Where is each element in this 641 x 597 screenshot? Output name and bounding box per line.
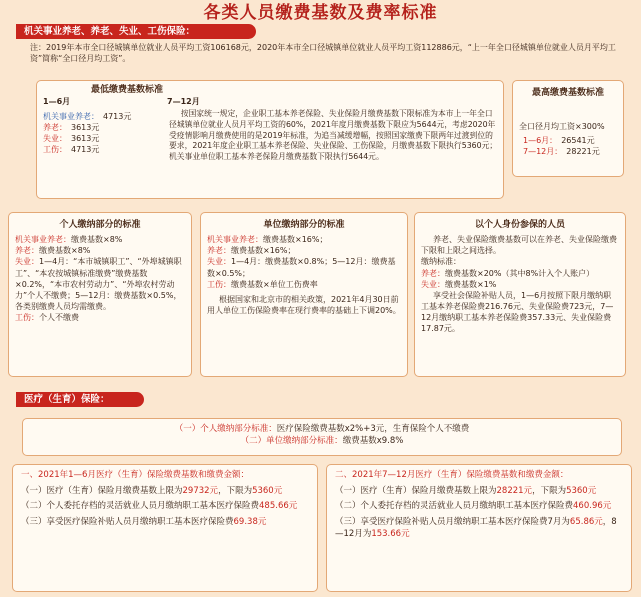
- employer-line: [207, 279, 401, 290]
- max-item: [523, 146, 600, 157]
- employer-heading: 单位缴纳部分的标准: [263, 220, 345, 230]
- employer-text: 缴费基数×16%；: [231, 246, 296, 256]
- min-h2: 7—12月: [167, 97, 200, 106]
- i3b: 65.86元: [569, 517, 603, 528]
- individual-p1: 养老、失业保险缴费基数可以在养老、失业保险缴费下限和上限之间选择。: [421, 235, 617, 256]
- i2b: 460.96元: [573, 501, 612, 512]
- min-item-label: 养老：: [43, 123, 67, 133]
- personal-label: 机关事业养老：: [15, 235, 71, 245]
- personal-label: 养老：: [15, 246, 39, 256]
- medical-right-box: [326, 464, 632, 592]
- i2b: 485.66元: [259, 501, 298, 512]
- individual-content: [415, 231, 625, 333]
- min-item: [43, 133, 153, 144]
- individual-l2: 缴费基数×20%（其中8%计入个人账户）: [445, 268, 595, 278]
- employer-label: 机关事业养老：: [207, 235, 263, 245]
- medical-std2: [23, 436, 621, 448]
- min-items: [43, 111, 153, 155]
- min-item-label: 机关事业养老：: [43, 112, 99, 121]
- employer-text: 1—4月：缴费基数×0.8%；5—12月：缴费基数×0.5%；: [207, 257, 396, 278]
- min-item-value: 3613元: [71, 123, 100, 133]
- medical-std1: [23, 424, 621, 436]
- min-item: [43, 111, 153, 122]
- medical-standards-box: [22, 418, 622, 456]
- i1c: ，下限为: [218, 485, 253, 496]
- std1-text: 医疗保险缴费基数x2%+3元，生育保险个人不缴费: [276, 424, 470, 434]
- personal-label: 工伤：: [15, 312, 39, 322]
- max-item-label: 7—12月：: [523, 147, 563, 157]
- medical-right-i2: [335, 501, 623, 513]
- std1-label: （一）个人缴纳部分标准：: [174, 424, 277, 434]
- i1a: （一）医疗（生育）保险月缴费基数上限为: [335, 485, 497, 496]
- i3a: （三）享受医疗保险补贴人员月缴纳职工基本医疗保险费: [21, 517, 234, 528]
- min-item-value: 3613元: [71, 134, 100, 144]
- std2-label: （二）单位缴纳部分标准：: [240, 435, 343, 446]
- employer-label: 失业：: [207, 257, 231, 267]
- medical-banner: 医疗（生育）保险：: [16, 392, 144, 407]
- min-base-box: [36, 80, 504, 199]
- personal-box: [8, 212, 192, 377]
- i1d: 5360元: [252, 485, 283, 496]
- i1c: ，下限为: [532, 485, 567, 496]
- medical-right-content: [327, 465, 631, 546]
- i1a: （一）医疗（生育）保险月缴费基数上限为: [21, 485, 183, 496]
- medical-right-i3: [335, 517, 623, 540]
- i1d: 5360元: [566, 485, 597, 496]
- medical-left-content: [13, 465, 317, 534]
- min-h1: 1—6月: [43, 97, 71, 106]
- i3c: ，8—12月为: [335, 517, 617, 539]
- medical-left-i2: [21, 501, 309, 513]
- employer-text-note: 根据国家和北京市的相关政策，2021年4月30日前用人单位工伤保险费率在现行费率的基础上下调20%。: [207, 294, 401, 315]
- personal-label: 失业：: [15, 257, 39, 267]
- max-item: [523, 135, 600, 146]
- pension-banner: 机关事业养老、养老、失业、工伤保险：: [16, 24, 256, 39]
- personal-line: [15, 312, 185, 323]
- individual-l3: 缴费基数×1%: [445, 279, 497, 289]
- max-item-label: 1—6月：: [523, 136, 558, 145]
- personal-text: 缴费基数×8%: [39, 246, 91, 256]
- i1b: 28221元: [496, 485, 533, 496]
- employer-line: [207, 256, 401, 278]
- employer-label: 养老：: [207, 246, 231, 256]
- employer-line: [207, 245, 401, 256]
- min-item-value: 4713元: [103, 112, 132, 121]
- individual-heading: 以个人身份参保的人员: [474, 220, 565, 230]
- page-title: 各类人员缴费基数及费率标准: [203, 3, 438, 23]
- personal-heading: 个人缴纳部分的标准: [59, 220, 141, 230]
- max-line1: 全口径月均工资×300%: [519, 122, 605, 131]
- individual-l2-row: [421, 268, 619, 279]
- i3a: （三）享受医疗保险补贴人员月缴纳职工基本医疗保险费7月为: [335, 517, 570, 528]
- employer-box: [200, 212, 408, 377]
- medical-right-title: 二、2021年7—12月医疗（生育）保险缴费基数和缴费金额：: [335, 470, 569, 480]
- individual-l3-row: [421, 279, 619, 290]
- std2-text: 缴费基数x9.8%: [342, 435, 404, 446]
- employer-lines: [201, 231, 407, 315]
- min-heading: 最低缴费基数标准: [90, 85, 163, 95]
- individual-l2-label: 养老：: [421, 268, 445, 278]
- medical-left-box: [12, 464, 318, 592]
- i2a: （二）个人委托存档的灵活就业人员月缴纳职工基本医疗保险费: [335, 501, 574, 512]
- personal-lines: [9, 231, 191, 322]
- max-items: [523, 135, 600, 157]
- personal-text: 个人不缴费: [39, 312, 79, 322]
- note: 注：2019年本市全口径城镇单位就业人员平均工资106168元，2020年本市全口径城镇单位就业人员平均工资112886元，“上一年全口径城镇单位就业人员月平均工资”简称“全口径月均工资”。: [30, 43, 616, 64]
- max-heading: 最高缴费基数标准: [531, 88, 604, 98]
- min-text: 按国家统一规定，企业职工基本养老保险、失业保险月缴费基数下限标准为本市上一年全口径城镇单位就业人员月平均工资的60%，2021年度月缴费基数下限应为5644元，考虑2020年受疫情影响月缴费使用的是2019年标准，为追当减缓增幅，按照国家缴费下限两年过渡到位的要求，2021年度企业职工基本养老保险、失业保险、工伤保险，月缴费基数下限执行5360元；机关事业单位职工基本养老保险月缴费基数下限执行5644元。: [169, 109, 498, 161]
- i3d: 153.66元: [371, 528, 410, 539]
- max-base-box: [512, 80, 624, 177]
- individual-box: [414, 212, 626, 377]
- employer-label: 工伤：: [207, 279, 231, 289]
- individual-l1: 缴纳标准：: [421, 257, 461, 267]
- medical-left-i3: [21, 517, 309, 529]
- min-item-label: 失业：: [43, 134, 67, 144]
- employer-text: 缴费基数×单位工伤费率: [231, 279, 318, 289]
- min-item-value: 4713元: [71, 145, 100, 155]
- personal-line: [15, 245, 185, 256]
- individual-p2: 享受社会保险补贴人员，1—6月按照下限月缴纳职工基本养老保险费216.76元、失业保险费723元，7—12月缴纳职工基本养老保险费357.33元、失业保险费17.87元。: [421, 290, 614, 333]
- employer-line: [207, 234, 401, 245]
- individual-l3-label: 失业：: [421, 279, 445, 289]
- medical-left-i1: [21, 486, 309, 498]
- max-item-value: 26541元: [561, 136, 595, 145]
- max-item-value: 28221元: [566, 147, 600, 157]
- employer-text: 缴费基数×16%；: [263, 235, 328, 245]
- medical-right-i1: [335, 486, 623, 498]
- i1b: 29732元: [182, 485, 219, 496]
- min-item: [43, 144, 153, 155]
- personal-text: 缴费基数×8%: [71, 235, 123, 245]
- i2a: （二）个人委托存档的灵活就业人员月缴纳职工基本医疗保险费: [21, 501, 260, 512]
- medical-left-title: 一、2021年1—6月医疗（生育）保险缴费基数和缴费金额：: [21, 470, 249, 480]
- i3b: 69.38元: [233, 517, 267, 528]
- personal-text: 1—4月：“本市城镇职工”、“外埠城镇职工”、“本农按城镇标准缴费”缴费基数×0.2%，“本市农村劳动力”、“外埠农村劳动力”个人不缴费；5—12月：缴费基数×0.5%，各类别缴费人员均需缴费。: [15, 257, 182, 311]
- personal-line: [15, 234, 185, 245]
- min-item-label: 工伤：: [43, 145, 67, 155]
- personal-line: [15, 256, 185, 311]
- min-item: [43, 122, 153, 133]
